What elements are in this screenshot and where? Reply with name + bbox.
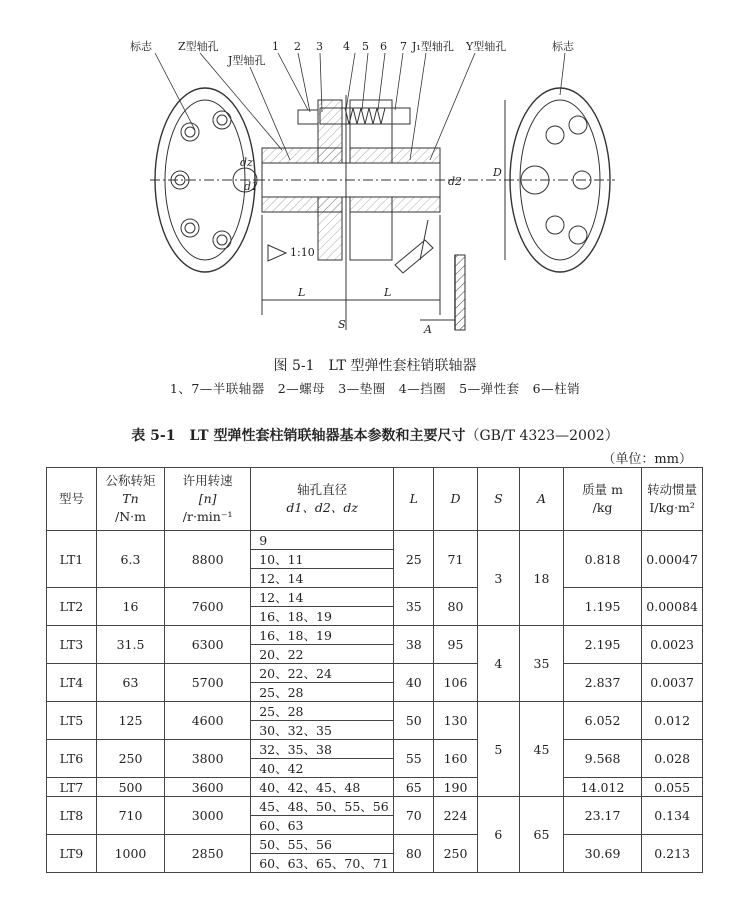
cell-inertia: 0.0023: [642, 626, 703, 664]
cell-model: LT7: [47, 778, 97, 797]
cell-inertia: 0.00047: [642, 531, 703, 588]
cell-model: LT3: [47, 626, 97, 664]
cell-L: 80: [394, 835, 434, 873]
table-title-text: 表 5-1 LT 型弹性套柱销联轴器基本参数和主要尺寸: [131, 428, 466, 444]
cell-S: 5: [477, 702, 520, 797]
cell-D: 71: [434, 531, 477, 588]
cell-torque: 500: [96, 778, 164, 797]
table-row: [47, 740, 703, 759]
cell-mass: 2.837: [563, 664, 642, 702]
cell-bore: 45、48、50、55、56: [251, 797, 394, 816]
header-mass-label: 质量 m: [582, 482, 623, 497]
cell-L: 25: [394, 531, 434, 588]
header-inertia: [642, 468, 703, 531]
table-row: [47, 531, 703, 550]
header-bore-label: 轴孔直径: [297, 482, 348, 497]
label-y-hole: Y型轴孔: [466, 40, 507, 53]
cell-mass: 1.195: [563, 588, 642, 626]
cell-speed: 5700: [165, 664, 251, 702]
cell-torque: 125: [96, 702, 164, 740]
table-row: [47, 778, 703, 797]
cell-inertia: 0.213: [642, 835, 703, 873]
cell-torque: 16: [96, 588, 164, 626]
cell-mass: 30.69: [563, 835, 642, 873]
cell-D: 80: [434, 588, 477, 626]
cell-bore: 25、28: [251, 683, 394, 702]
cell-inertia: 0.055: [642, 778, 703, 797]
right-end-view: [450, 88, 615, 272]
cell-L: 40: [394, 664, 434, 702]
cell-D: 95: [434, 626, 477, 664]
parameter-table: [46, 467, 703, 873]
label-D: D: [493, 166, 502, 179]
table-body: [47, 531, 703, 873]
header-speed-label: 许用转速: [182, 473, 233, 488]
cell-mass: 6.052: [563, 702, 642, 740]
table-row: [47, 702, 703, 721]
cell-speed: 3000: [165, 797, 251, 835]
cell-L: 50: [394, 702, 434, 740]
label-mark-left: 标志: [130, 40, 152, 53]
cell-D: 106: [434, 664, 477, 702]
cell-bore: 16、18、19: [251, 607, 394, 626]
cell-model: LT5: [47, 702, 97, 740]
label-mark-right: 标志: [552, 40, 574, 53]
cell-D: 250: [434, 835, 477, 873]
cell-speed: 2850: [165, 835, 251, 873]
label-d1: d1: [244, 180, 259, 193]
cell-mass: 23.17: [563, 797, 642, 835]
table-row: [47, 626, 703, 645]
cell-inertia: 0.134: [642, 797, 703, 835]
header-S: S: [477, 468, 520, 531]
figure-caption: 图 5-1 LT 型弹性套柱销联轴器: [273, 358, 477, 374]
label-L-right: L: [384, 286, 392, 299]
cell-torque: 63: [96, 664, 164, 702]
table-row: [47, 588, 703, 607]
header-inertia-label: 转动惯量: [647, 482, 698, 497]
cell-L: 55: [394, 740, 434, 778]
cell-mass: 2.195: [563, 626, 642, 664]
header-torque-unit: /N·m: [115, 509, 146, 524]
cell-torque: 31.5: [96, 626, 164, 664]
label-d2: d2: [448, 175, 463, 188]
cell-speed: 7600: [165, 588, 251, 626]
cell-bore: 60、63、65、70、71: [251, 854, 394, 873]
table-row: [47, 664, 703, 683]
cell-inertia: 0.012: [642, 702, 703, 740]
coupling-section: [255, 95, 465, 330]
label-dz: dz: [240, 156, 253, 169]
cell-speed: 3600: [165, 778, 251, 797]
leader-lines: [155, 53, 565, 160]
cell-S: 4: [477, 626, 520, 702]
label-4: 4: [343, 40, 350, 53]
label-j1-hole: J₁型轴孔: [412, 40, 454, 53]
cell-bore: 9: [251, 531, 394, 550]
header-model: 型号: [47, 468, 97, 531]
cell-mass: 9.568: [563, 740, 642, 778]
cell-D: 224: [434, 797, 477, 835]
cell-bore: 12、14: [251, 588, 394, 607]
cell-speed: 4600: [165, 702, 251, 740]
table-row: [47, 835, 703, 854]
table-standard: （GB/T 4323—2002）: [465, 428, 619, 444]
label-1: 1: [272, 40, 279, 53]
cell-model: LT8: [47, 797, 97, 835]
cell-A: 45: [520, 702, 564, 797]
cell-inertia: 0.00084: [642, 588, 703, 626]
header-torque-symbol: Tn: [122, 491, 139, 506]
label-j-hole: J型轴孔: [228, 54, 266, 67]
cell-bore: 40、42: [251, 759, 394, 778]
label-6: 6: [380, 40, 387, 53]
cell-torque: 710: [96, 797, 164, 835]
label-S: S: [338, 318, 346, 331]
label-2: 2: [294, 40, 301, 53]
cell-S: 6: [477, 797, 520, 873]
cell-mass: 14.012: [563, 778, 642, 797]
cell-D: 130: [434, 702, 477, 740]
cell-inertia: 0.0037: [642, 664, 703, 702]
cell-model: LT2: [47, 588, 97, 626]
cell-L: 70: [394, 797, 434, 835]
cell-torque: 6.3: [96, 531, 164, 588]
cell-bore: 20、22: [251, 645, 394, 664]
cell-speed: 8800: [165, 531, 251, 588]
cell-bore: 25、28: [251, 702, 394, 721]
header-bore: [251, 468, 394, 531]
cell-speed: 3800: [165, 740, 251, 778]
label-7: 7: [400, 40, 407, 53]
header-speed: [165, 468, 251, 531]
cell-D: 160: [434, 740, 477, 778]
cell-model: LT9: [47, 835, 97, 873]
header-torque: [96, 468, 164, 531]
cell-A: 18: [520, 531, 564, 626]
header-mass: [563, 468, 642, 531]
cell-bore: 50、55、56: [251, 835, 394, 854]
header-mass-unit: /kg: [592, 500, 613, 515]
cell-A: 65: [520, 797, 564, 873]
table-unit: （单位：mm）: [602, 452, 692, 467]
cell-L: 35: [394, 588, 434, 626]
coupling-drawing: [0, 0, 750, 345]
cell-bore: 20、22、24: [251, 664, 394, 683]
cell-speed: 6300: [165, 626, 251, 664]
cell-A: 35: [520, 626, 564, 702]
label-A: A: [424, 323, 432, 336]
cell-model: LT1: [47, 531, 97, 588]
header-L: L: [394, 468, 434, 531]
label-5: 5: [362, 40, 369, 53]
label-taper: 1:10: [290, 246, 315, 259]
header-A: A: [520, 468, 564, 531]
cell-bore: 60、63: [251, 816, 394, 835]
table-title: [0, 425, 750, 445]
cell-S: 3: [477, 531, 520, 626]
cell-bore: 12、14: [251, 569, 394, 588]
label-3: 3: [316, 40, 323, 53]
table-row: [47, 797, 703, 816]
cell-inertia: 0.028: [642, 740, 703, 778]
cell-L: 38: [394, 626, 434, 664]
label-L-left: L: [298, 286, 306, 299]
cell-L: 65: [394, 778, 434, 797]
cell-torque: 1000: [96, 835, 164, 873]
header-speed-unit: /r·min⁻¹: [182, 509, 233, 524]
header-speed-symbol: [n]: [198, 491, 217, 506]
header-bore-symbol: d1、d2、dz: [286, 500, 358, 515]
cell-bore: 32、35、38: [251, 740, 394, 759]
header-inertia-unit: I/kg·m²: [649, 500, 695, 515]
cell-bore: 40、42、45、48: [251, 778, 394, 797]
figure-legend: 1、7—半联轴器 2—螺母 3—垫圈 4—挡圈 5—弹性套 6—柱销: [169, 381, 581, 396]
cell-bore: 30、32、35: [251, 721, 394, 740]
cell-D: 190: [434, 778, 477, 797]
cell-model: LT6: [47, 740, 97, 778]
cell-bore: 16、18、19: [251, 626, 394, 645]
header-torque-label: 公称转矩: [105, 473, 156, 488]
label-z-hole: Z型轴孔: [178, 40, 219, 53]
header-D: D: [434, 468, 477, 531]
cell-model: LT4: [47, 664, 97, 702]
cell-bore: 10、11: [251, 550, 394, 569]
cell-torque: 250: [96, 740, 164, 778]
table-header-row: [47, 468, 703, 531]
cell-mass: 0.818: [563, 531, 642, 588]
